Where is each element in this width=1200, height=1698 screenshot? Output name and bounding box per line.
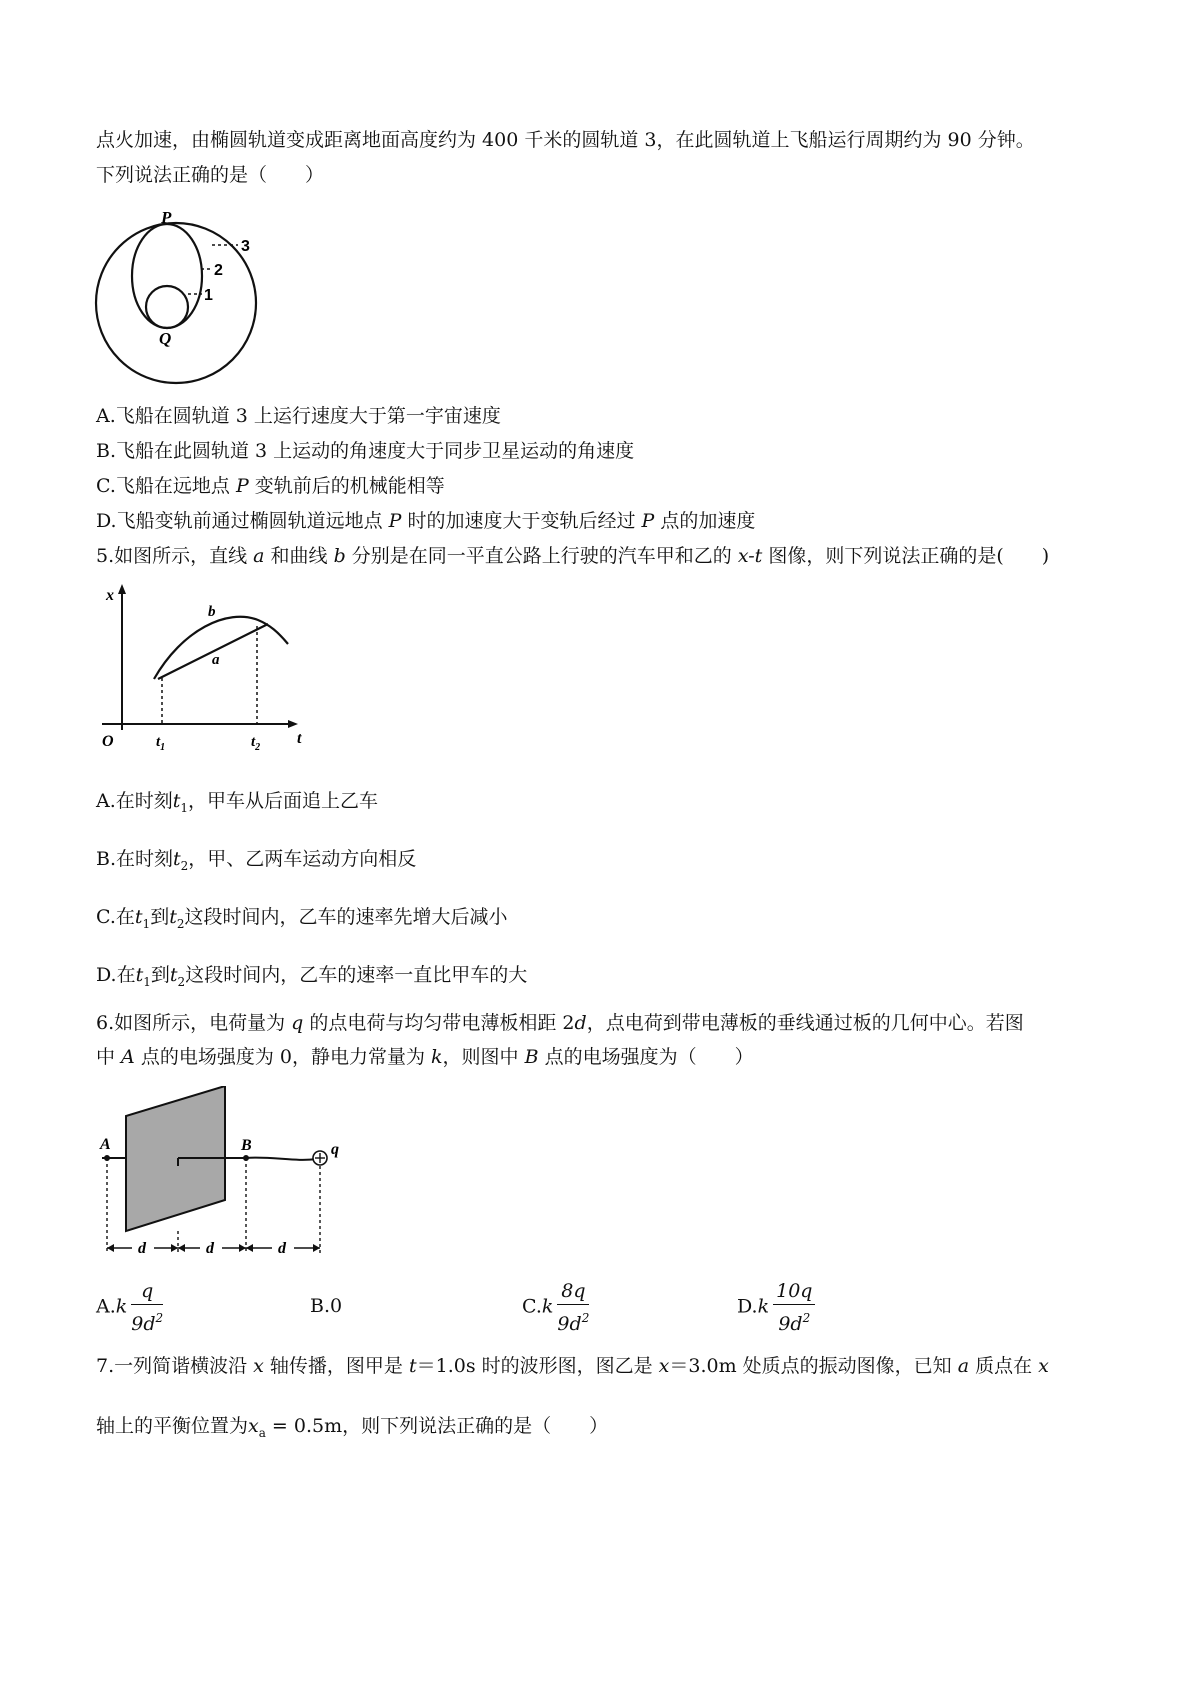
t2-label: $t_2$: [251, 734, 261, 753]
label-3: 3: [241, 238, 250, 255]
label-Q: Q: [159, 329, 172, 348]
q6-stem-line-2: 中 A 点的电场强度为 0，静电力常量为 k，则图中 B 点的电场强度为（ ）: [96, 1046, 754, 1068]
axis-line-right: [225, 1158, 316, 1160]
t-axis-arrow: [288, 720, 298, 728]
label-q: q: [331, 1141, 339, 1158]
curve-b-label: b: [208, 604, 216, 620]
arrow-icon: [246, 1244, 253, 1252]
intro-line-1: 点火加速，由椭圆轨道变成距离地面高度约为 400 千米的圆轨道 3，在此圆轨道上飞船运行周期约为 90 分钟。: [96, 129, 1035, 151]
q7-stem-line-2: 轴上的平衡位置为$x_a = 0.5m$，则下列说法正确的是（ ）: [96, 1415, 609, 1440]
q6-option-b: B.0: [310, 1295, 343, 1317]
orbit-3-circle: [96, 223, 256, 383]
label-2: 2: [214, 262, 223, 279]
q4-option-c: C.飞船在远地点 P 变轨前后的机械能相等: [96, 475, 445, 497]
intro-line-2: 下列说法正确的是（ ）: [96, 164, 325, 186]
x-axis-arrow: [118, 584, 126, 594]
label-A: A: [100, 1136, 111, 1153]
charged-plate-diagram: [96, 1086, 356, 1266]
q4-option-d: D.飞船变轨前通过椭圆轨道远地点 P 时的加速度大于变轨后经过 P 点的加速度: [96, 510, 756, 532]
orbit-2-ellipse: [132, 224, 202, 328]
arrow-icon: [171, 1244, 178, 1252]
origin-label: O: [102, 733, 114, 750]
q6-option-c: C.k $\frac{8q}{9d^2}$: [522, 1280, 590, 1335]
label-P: P: [161, 208, 172, 227]
label-B: B: [241, 1137, 252, 1154]
label-d-2: d: [206, 1240, 214, 1257]
q4-option-a: A.飞船在圆轨道 3 上运行速度大于第一宇宙速度: [96, 405, 501, 427]
orbit-1-circle: [146, 286, 188, 328]
q4-option-b: B.飞船在此圆轨道 3 上运动的角速度大于同步卫星运动的角速度: [96, 440, 635, 462]
orbit-diagram: [88, 206, 288, 386]
arrow-icon: [313, 1244, 320, 1252]
label-d-3: d: [278, 1240, 286, 1257]
q5-option-c: C.在$t_1$到$t_2$这段时间内，乙车的速率先增大后减小: [96, 906, 508, 931]
x-axis-label: x: [106, 587, 114, 604]
label-d-1: d: [138, 1240, 146, 1257]
q5-option-b: B.在时刻$t_2$，甲、乙两车运动方向相反: [96, 848, 417, 873]
q5-option-a: A.在时刻$t_1$，甲车从后面追上乙车: [96, 790, 379, 815]
t1-label: $t_1$: [156, 734, 166, 753]
q7-stem-line-1: 7.一列简谐横波沿 x 轴传播，图甲是 t＝1.0s 时的波形图，图乙是 x＝3.0m 处质点的振动图像，已知 a 质点在 x: [96, 1355, 1049, 1377]
line-a-label: a: [212, 652, 220, 668]
q5-option-d: D.在$t_1$到$t_2$这段时间内，乙车的速率一直比甲车的大: [96, 964, 528, 989]
arrow-icon: [178, 1244, 185, 1252]
arrow-icon: [239, 1244, 246, 1252]
t-axis-label: t: [297, 730, 302, 747]
q6-option-d: D.k $\frac{10q}{9d^2}$: [737, 1278, 815, 1337]
q6-option-a: A.k $\frac{q}{9d^2}$: [96, 1280, 164, 1335]
label-1: 1: [204, 287, 213, 304]
q5-stem: 5.如图所示，直线 a 和曲线 b 分别是在同一平直公路上行驶的汽车甲和乙的 x-t 图像，则下列说法正确的是( ): [96, 545, 1050, 567]
arrow-icon: [107, 1244, 114, 1252]
q6-stem-line-1: 6.如图所示，电荷量为 q 的点电荷与均匀带电薄板相距 2d，点电荷到带电薄板的垂线通过板的几何中心。若图: [96, 1012, 1024, 1034]
xt-graph: [92, 578, 312, 753]
